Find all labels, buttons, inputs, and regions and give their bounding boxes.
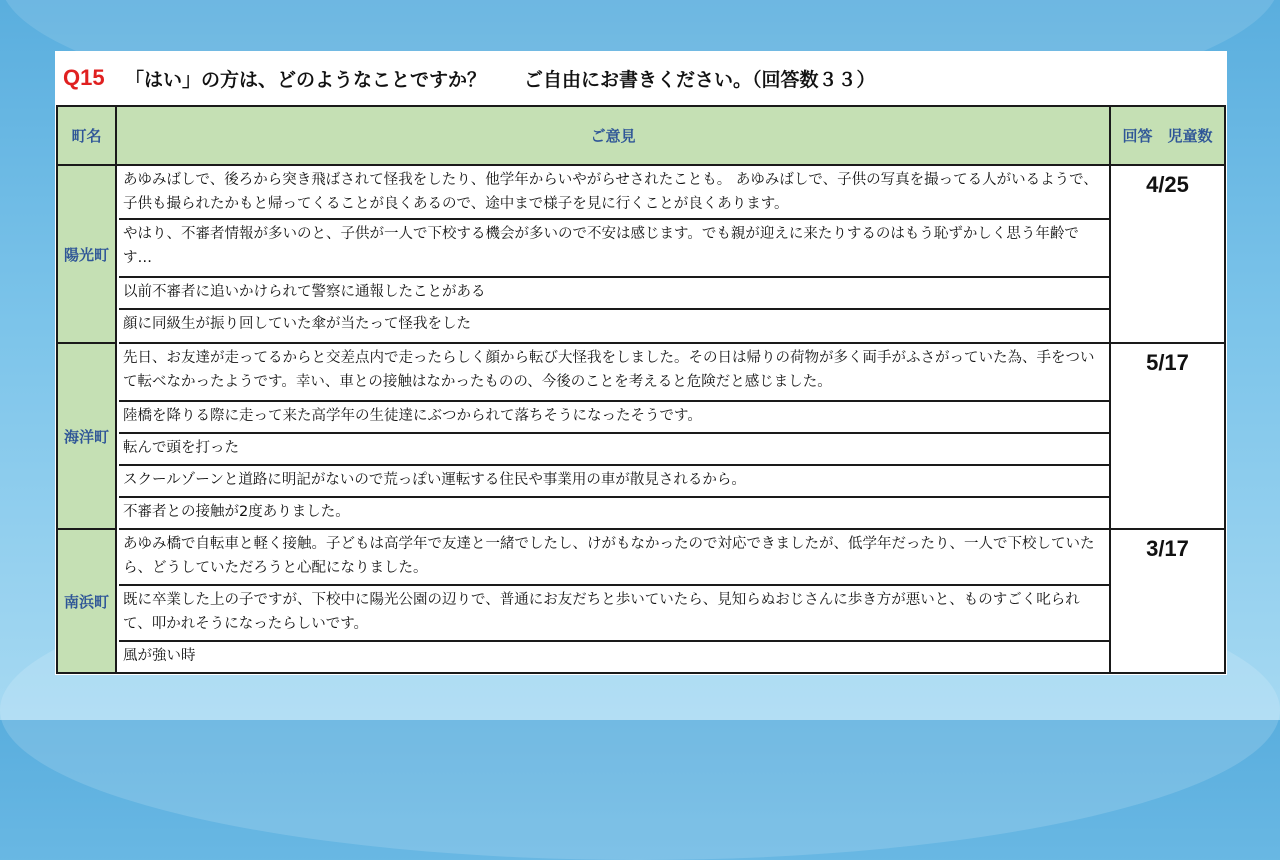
responses-table — [56, 105, 1226, 674]
answer-count-kaiyou: 5/17 — [1111, 344, 1224, 530]
question-number: Q15 — [63, 65, 105, 90]
town-name-minamihama: 南浜町 — [58, 530, 117, 672]
answer-count-minamihama: 3/17 — [1146, 536, 1189, 561]
comment-row: 既に卒業した上の子ですが、下校中に陽光公園の辺りで、普通にお友だちと歩いていたら、見知らぬおじさんに歩き方が悪いと、ものすごく叱られて、叩かれそうになったらしいです。 — [119, 586, 1111, 642]
town-name-youkou: 陽光町 — [58, 166, 117, 344]
header-town: 町名 — [58, 107, 117, 166]
header-opinion: ご意見 — [117, 107, 1111, 166]
comment-row: あゆみばしで、後ろから突き飛ばされて怪我をしたり、他学年からいやがらせされたことも。 あゆみばしで、子供の写真を撮ってる人がいるようで、子供も撮られたかもと帰ってくることが良くあるので、途中まで様子を見に行くことが良くあります。 — [119, 166, 1111, 220]
comment-row: やはり、不審者情報が多いのと、子供が一人で下校する機会が多いので不安は感じます。でも親が迎えに来たりするのはもう恥ずかしく思う年齢です… — [119, 220, 1111, 278]
town-name-kaiyou: 海洋町 — [58, 344, 117, 530]
comment-row: 陸橋を降りる際に走って来た高学年の生徒達にぶつかられて落ちそうになったそうです。 — [119, 402, 1111, 434]
comment-row: 顔に同級生が振り回していた傘が当たって怪我をした — [119, 310, 1111, 344]
question-text: 「はい」の方は、どのようなことですか？ ご自由にお書きください。（回答数３３） — [125, 68, 876, 91]
comment-row: 転んで頭を打った — [119, 434, 1111, 466]
answer-count-youkou: 4/25 — [1111, 166, 1224, 344]
comment-row: 不審者との接触が2度ありました。 — [119, 498, 1111, 530]
survey-card — [55, 51, 1227, 675]
question-title-row — [55, 51, 1227, 105]
comment-row: あゆみ橋で自転車と軽く接触。子どもは高学年で友達と一緒でしたし、けがもなかったので対応できましたが、低学年だったり、一人で下校していたら、どうしていただろうと心配になりました。 — [119, 530, 1111, 586]
comment-row: 風が強い時 — [119, 642, 1111, 672]
header-answers: 回答 児童数 — [1111, 107, 1224, 166]
comment-row: 以前不審者に追いかけられて警察に通報したことがある — [119, 278, 1111, 310]
comment-row: 先日、お友達が走ってるからと交差点内で走ったらしく顔から転び大怪我をしました。その日は帰りの荷物が多く両手がふさがっていた為、手をついて転べなかったようです。幸い、車との接触はなかったものの、今後のことを考えると危険だと感じました。 — [119, 344, 1111, 402]
comment-row: スクールゾーンと道路に明記がないので荒っぽい運転する住民や事業用の車が散見されるから。 — [119, 466, 1111, 498]
